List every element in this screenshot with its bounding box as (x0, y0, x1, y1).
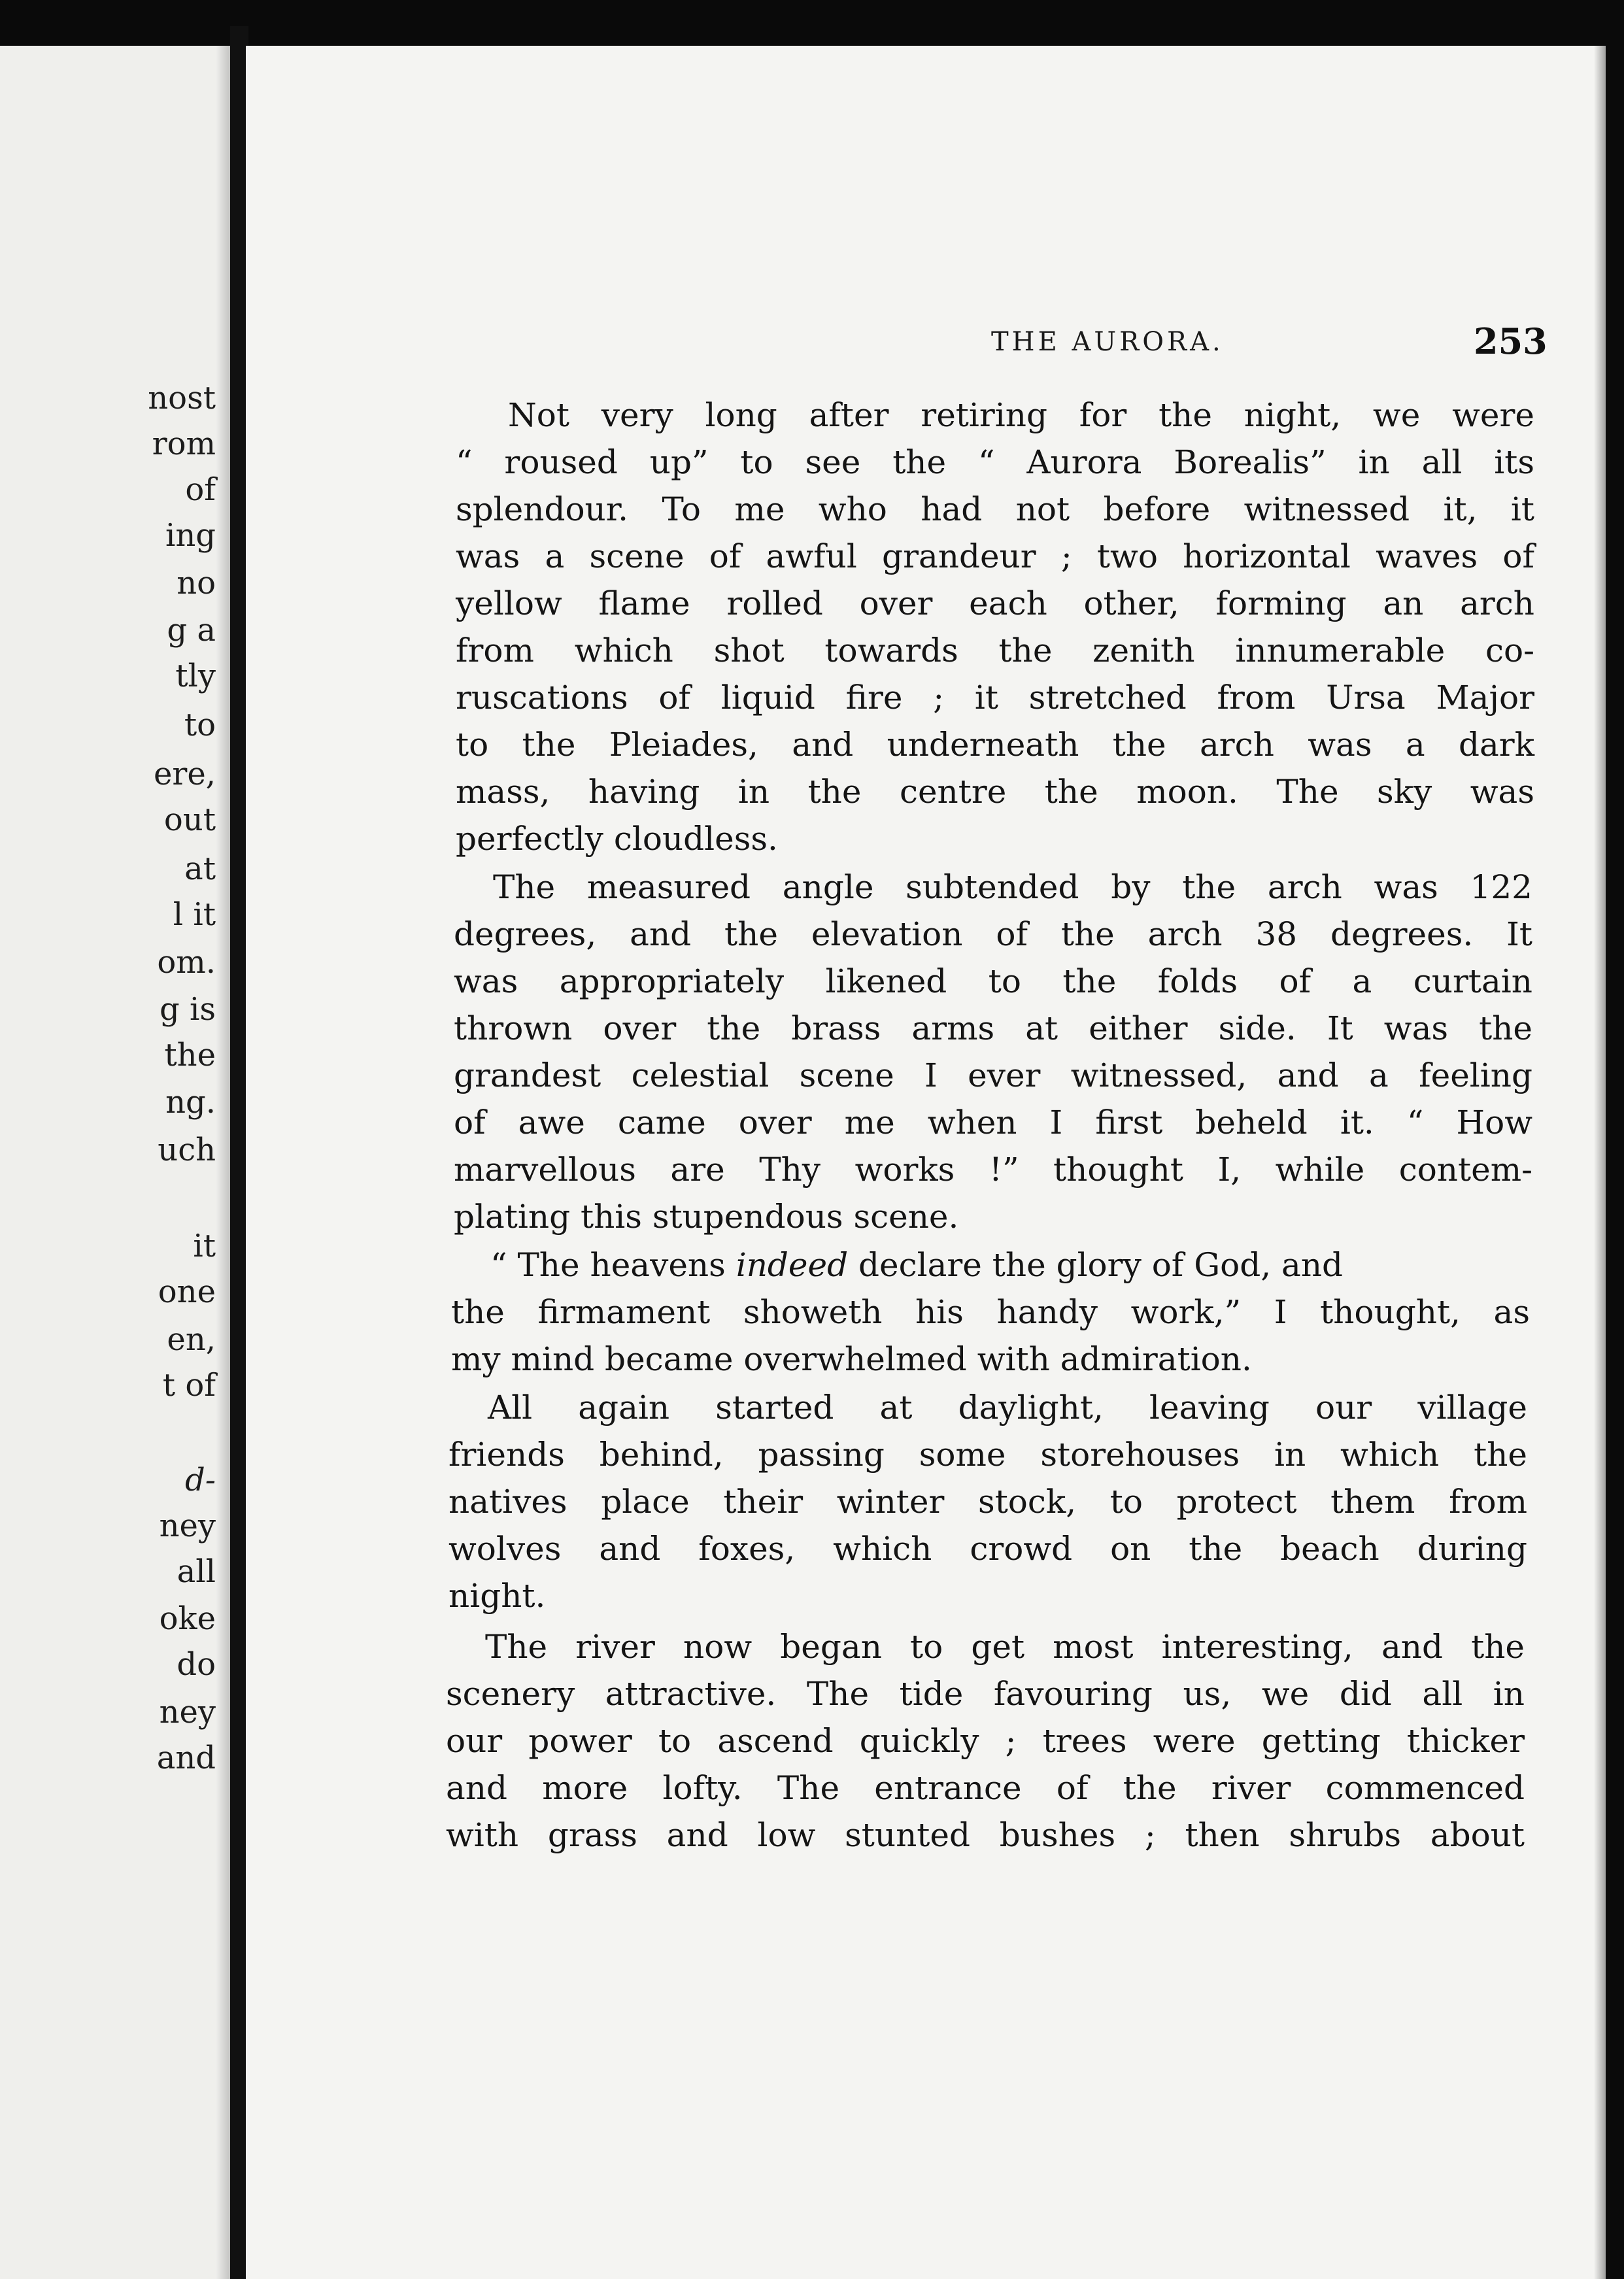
left-page-fragment: om. (157, 944, 216, 981)
left-page-fragment: uch (158, 1132, 216, 1168)
left-page-fragment: nost (148, 380, 216, 416)
page-number: 253 (1474, 320, 1548, 362)
left-page-fragment: ng. (165, 1084, 216, 1121)
text-line: was a scene of awful grandeur ; two horizontal waves of (456, 537, 1534, 575)
text-line-with-italic (451, 1246, 1530, 1284)
text-line: my mind became overwhelmed with admiration. (451, 1340, 1252, 1378)
text-line: yellow flame rolled over each other, forming an arch (456, 584, 1534, 622)
page-edge-shadow (1594, 46, 1606, 2279)
text-line: wolves and foxes, which crowd on the beach during (448, 1530, 1527, 1568)
text-line: with grass and low stunted bushes ; then shrubs about (446, 1816, 1525, 1854)
right-page (246, 46, 1606, 2279)
left-page-fragment: do (177, 1646, 216, 1683)
text-line: perfectly cloudless. (456, 820, 778, 858)
left-page-fragment: oke (159, 1600, 216, 1637)
text-line: “ roused up” to see the “ Aurora Borealis” in all its (456, 443, 1534, 481)
text-line: of awe came over me when I first beheld it. “ How (454, 1104, 1532, 1141)
left-page-fragment: out (163, 802, 216, 838)
left-page-fragment: rom (152, 426, 216, 462)
left-page-fragment: one (158, 1274, 216, 1310)
left-page-fragment: at (184, 851, 216, 887)
left-page-fragment: l it (173, 896, 216, 933)
text-line: and more lofty. The entrance of the river commenced (446, 1769, 1525, 1807)
text-line: our power to ascend quickly ; trees were getting thicker (446, 1722, 1525, 1760)
left-page-fragment: the (164, 1037, 216, 1073)
text-line: to the Pleiades, and underneath the arch was a dark (456, 726, 1534, 764)
text-line: thrown over the brass arms at either side. It was the (454, 1009, 1532, 1047)
left-facing-page (0, 46, 235, 2279)
text-line: night. (448, 1577, 546, 1615)
text-line: The measured angle subtended by the arch was 122 (493, 868, 1532, 906)
left-page-fragment: ney (159, 1508, 216, 1544)
left-page-fragment: tly (175, 658, 216, 694)
running-head: THE AURORA. (991, 327, 1224, 357)
text-line: grandest celestial scene I ever witnessed, and a feeling (454, 1056, 1532, 1094)
text-line: Not very long after retiring for the night, we were (508, 396, 1534, 434)
left-page-fragment: it (193, 1228, 216, 1264)
text-line: scenery attractive. The tide favouring us, we did all in (446, 1675, 1525, 1713)
text-segment: declare the glory of God, and (858, 1246, 1344, 1284)
left-page-fragment: en, (167, 1321, 216, 1358)
text-segment: “ The heavens (490, 1246, 726, 1284)
text-line: degrees, and the elevation of the arch 38 degrees. It (454, 915, 1532, 953)
left-page-fragment: t of (162, 1367, 216, 1404)
text-line: the firmament showeth his handy work,” I thought, as (451, 1293, 1530, 1331)
text-line: friends behind, passing some storehouses in which the (448, 1436, 1527, 1474)
left-page-fragment: no (177, 565, 216, 601)
left-page-fragment: ney (159, 1694, 216, 1730)
left-page-fragment: and (156, 1740, 216, 1776)
text-line: marvellous are Thy works !” thought I, while contem- (454, 1151, 1532, 1189)
left-page-fragment: g a (167, 612, 216, 649)
text-line: was appropriately likened to the folds of a curtain (454, 962, 1532, 1000)
text-line: from which shot towards the zenith innumerable co- (456, 632, 1534, 669)
text-line: The river now began to get most interesting, and the (485, 1628, 1525, 1666)
left-page-fragment: ing (165, 517, 216, 554)
text-line: ruscations of liquid fire ; it stretched from Ursa Major (456, 679, 1534, 717)
left-page-fragment: ere, (153, 756, 216, 792)
left-page-fragment: d- (185, 1462, 216, 1498)
text-line: natives place their winter stock, to protect them from (448, 1483, 1527, 1521)
italic-text: indeed (736, 1246, 849, 1284)
left-page-fragment: g is (160, 991, 216, 1028)
left-page-fragment: to (184, 707, 216, 743)
left-page-fragment: all (177, 1553, 216, 1590)
text-line: plating this stupendous scene. (454, 1198, 959, 1236)
text-line: splendour. To me who had not before witnessed it, it (456, 490, 1534, 528)
text-line: All again started at daylight, leaving our village (488, 1389, 1527, 1426)
text-line: mass, having in the centre the moon. The sky was (456, 773, 1534, 811)
left-page-fragment: of (185, 471, 216, 508)
